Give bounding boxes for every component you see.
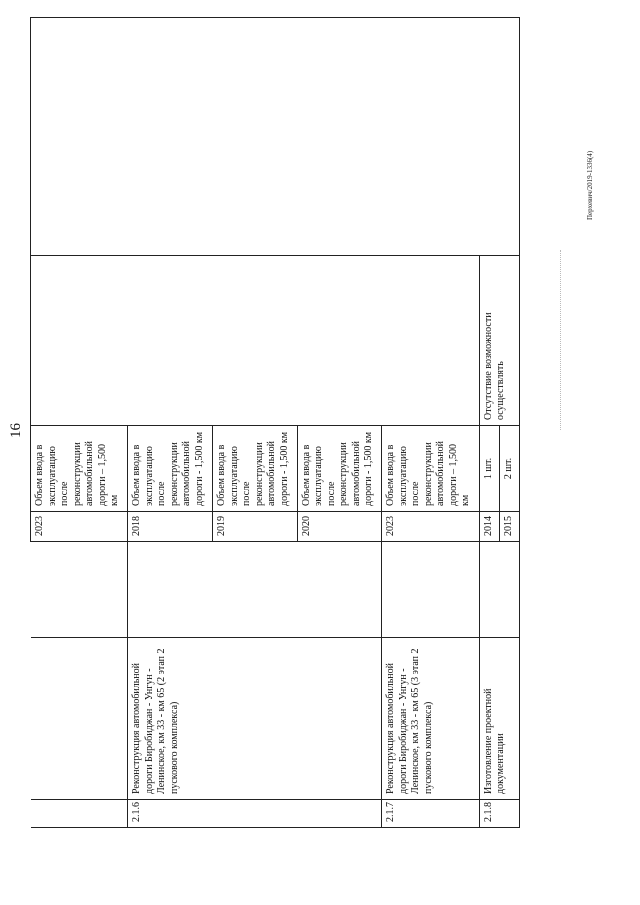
- rotated-table-wrapper: [30, 18, 520, 828]
- table-cell: [31, 638, 128, 800]
- program-table: [30, 17, 520, 828]
- row-name: Реконструкция автомобильной дороги Биробиджан - Унгун - Ленинское, км 33 - км 65 (2 этап 2 пускового комплекса): [128, 638, 382, 800]
- table-cell: [31, 18, 520, 256]
- document-stamp: Перхевич/2019-1336(4): [586, 150, 594, 220]
- row-number: 2.1.6: [128, 800, 382, 828]
- indicator-cell: Объем ввода в эксплуатацию после реконструкции автомобильной дороги - 1,500 км: [297, 426, 382, 512]
- scan-artifact: [560, 250, 562, 430]
- table-cell: [382, 542, 479, 638]
- page-number: 16: [8, 423, 24, 438]
- year-cell: 2019: [213, 512, 298, 542]
- table-container: [30, 18, 520, 828]
- table-cell: [31, 800, 128, 828]
- indicator-cell: Объем ввода в эксплуатацию после реконструкции автомобильной дороги – 1,500 км: [382, 426, 479, 512]
- note-cell: [31, 256, 480, 426]
- year-cell: 2020: [297, 512, 382, 542]
- row-number: 2.1.7: [382, 800, 479, 828]
- indicator-cell: Объем ввода в эксплуатацию после реконструкции автомобильной дороги - 1,500 км: [128, 426, 213, 512]
- table-cell: [128, 542, 382, 638]
- indicator-cell: 1 шт.: [479, 426, 499, 512]
- indicator-cell: 2 шт.: [499, 426, 519, 512]
- table-cell: [31, 542, 128, 638]
- note-cell: Отсутствие возможности осуществлять: [479, 256, 519, 426]
- row-name: Реконструкция автомобильной дороги Биробиджан - Унгун - Ленинское, км 33 - км 65 (3 этап 2 пускового комплекса): [382, 638, 479, 800]
- indicator-cell: Объем ввода в эксплуатацию после реконструкции автомобильной дороги – 1,500 км: [31, 426, 128, 512]
- table-row: [31, 18, 128, 828]
- table-cell: [479, 542, 519, 638]
- year-cell: 2015: [499, 512, 519, 542]
- row-name: Изготовление проектной документации: [479, 638, 519, 800]
- year-cell: 2014: [479, 512, 499, 542]
- year-cell: 2018: [128, 512, 213, 542]
- year-cell: 2023: [31, 512, 128, 542]
- indicator-cell: Объем ввода в эксплуатацию после реконструкции автомобильной дороги - 1,500 км: [213, 426, 298, 512]
- row-number: 2.1.8: [479, 800, 519, 828]
- year-cell: 2023: [382, 512, 479, 542]
